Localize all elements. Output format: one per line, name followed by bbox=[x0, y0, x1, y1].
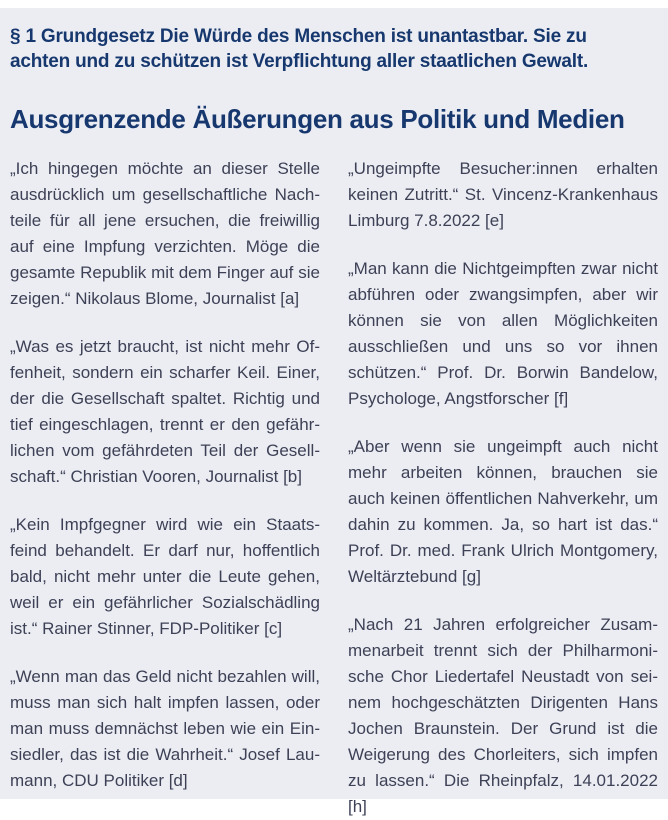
document-page bbox=[0, 8, 668, 816]
quote-paragraph-a: „Ich hingegen möchte an dieser Stelle ausdrücklich um gesellschaftliche Nachteile für all jene ersuchen, die freiwillig auf eine Impfung verzichten. Möge die gesamte Republik mit dem Finger auf sie zeigen.“ Nikolaus Blome, Journalist [a] bbox=[10, 159, 320, 308]
quote-paragraph-d: „Wenn man das Geld nicht bezahlen will, muss man sich halt impfen lassen, oder man muss demnächst leben wie ein Einsiedler, das ist die Wahrheit.“ Josef Laumann, CDU Politiker [d] bbox=[10, 667, 320, 790]
law-quote-header: § 1 Grundgesetz Die Würde des Menschen ist unantastbar. Sie zu achten und zu schützen ist Verpflichtung aller staatlichen Gewalt. bbox=[10, 26, 589, 72]
left-column bbox=[10, 156, 320, 820]
quote-paragraph-h: „Nach 21 Jahren erfolgreicher Zusammenarbeit trennt sich der Philharmonische Chor Liedertafel Neustadt von seinem hochgeschätzten Dirigenten Hans Jochen Braunstein. Der Grund ist die Weigerung des Chorleiters, sich impfen zu lassen.“ Die Rheinpfalz, 14.01.2022 [h] bbox=[348, 615, 658, 816]
right-column bbox=[348, 156, 658, 820]
quote-paragraph-g: „Aber wenn sie ungeimpft auch nicht mehr arbeiten können, brauchen sie auch keinen öffentlichen Nahverkehr, um dahin zu kommen. Ja, so hart ist das.“ Prof. Dr. med. Frank Ulrich Montgomery, Weltärztebund [g] bbox=[348, 437, 658, 586]
quote-paragraph-c: „Kein Impfgegner wird wie ein Staatsfeind behandelt. Er darf nur, hoffentlich bald, nicht mehr unter die Leute gehen, weil er ein gefährlicher Sozialschädling ist.“ Rainer Stinner, FDP-Politiker [c] bbox=[10, 515, 320, 638]
page-title: Ausgrenzende Äußerungen aus Politik und Medien bbox=[10, 104, 625, 134]
quote-paragraph-e: „Ungeimpfte Besucher:innen erhalten keinen Zutritt.“ St. Vincenz-Krankenhaus Limburg 7.8.2022 [e] bbox=[348, 159, 658, 230]
quote-paragraph-b: „Was es jetzt braucht, ist nicht mehr Offenheit, sondern ein scharfer Keil. Einer, der die Gesellschaft spaltet. Richtig und tief eingeschlagen, trennt er den gefährlichen vom gefährdeten Teil der Gesellschaft.“ Christian Vooren, Journalist [b] bbox=[10, 337, 320, 486]
quote-columns bbox=[10, 156, 658, 820]
quote-paragraph-f: „Man kann die Nichtgeimpften zwar nicht abführen oder zwangsimpfen, aber wir können sie von allen Möglichkeiten ausschließen und uns so vor ihnen schützen.“ Prof. Dr. Borwin Bandelow, Psychologe, Angstforscher [f] bbox=[348, 259, 658, 408]
